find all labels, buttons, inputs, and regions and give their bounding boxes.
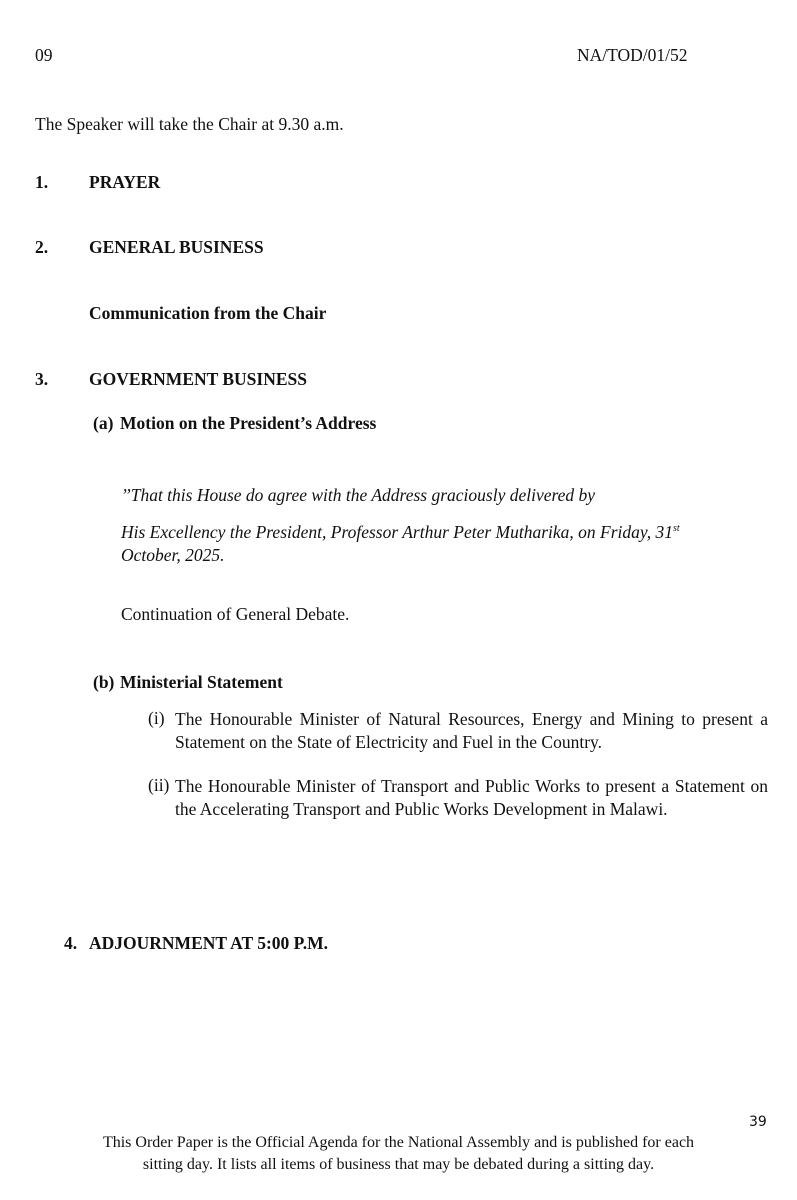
page-number: 39	[749, 1114, 767, 1130]
item-2-subheading: Communication from the Chair	[89, 303, 327, 323]
motion-text-line-1: ’’That this House do agree with the Address graciously delivered by	[121, 485, 596, 505]
continuation-note: Continuation of General Debate.	[121, 604, 350, 624]
item-4-title: ADJOURNMENT AT 5:00 P.M.	[89, 933, 329, 953]
motion-text-line-3: October, 2025.	[121, 545, 225, 565]
item-1-title: PRAYER	[89, 172, 161, 192]
statement-2-text: The Honourable Minister of Transport and Public Works to present a Statement on the Accelerating Transport and Public Works Development in Malawi.	[175, 776, 768, 819]
statement-1-marker: (i)	[148, 708, 165, 728]
item-2-title: GENERAL BUSINESS	[89, 237, 264, 257]
subitem-a-title: Motion on the President’s Address	[120, 413, 377, 433]
item-2-number: 2.	[35, 237, 49, 257]
speaker-intro: The Speaker will take the Chair at 9.30 a.m.	[35, 114, 344, 134]
motion-text-line-2	[121, 522, 680, 544]
motion-text-line-2-main: His Excellency the President, Professor Arthur Peter Mutharika, on Friday, 31	[121, 522, 673, 542]
subitem-b-label: (b)	[93, 672, 115, 692]
footer-note-line-1: This Order Paper is the Official Agenda for the National Assembly and is published for each	[102, 1134, 695, 1151]
motion-date-suffix: st	[672, 523, 680, 534]
header-sitting-number: 09	[35, 45, 53, 65]
subitem-a-label: (a)	[93, 413, 114, 433]
item-3-number: 3.	[35, 369, 49, 389]
footer-note-line-2: sitting day. It lists all items of business that may be debated during a sitting day.	[142, 1156, 655, 1173]
statement-2-marker: (ii)	[148, 775, 170, 795]
header-reference: NA/TOD/01/52	[577, 45, 688, 65]
item-3-title: GOVERNMENT BUSINESS	[89, 369, 307, 389]
item-4-number: 4.	[64, 933, 78, 953]
subitem-b-title: Ministerial Statement	[120, 672, 283, 692]
item-1-number: 1.	[35, 172, 49, 192]
statement-1-text: The Honourable Minister of Natural Resources, Energy and Mining to present a Statement on the State of Electricity and Fuel in the Country.	[175, 709, 768, 752]
